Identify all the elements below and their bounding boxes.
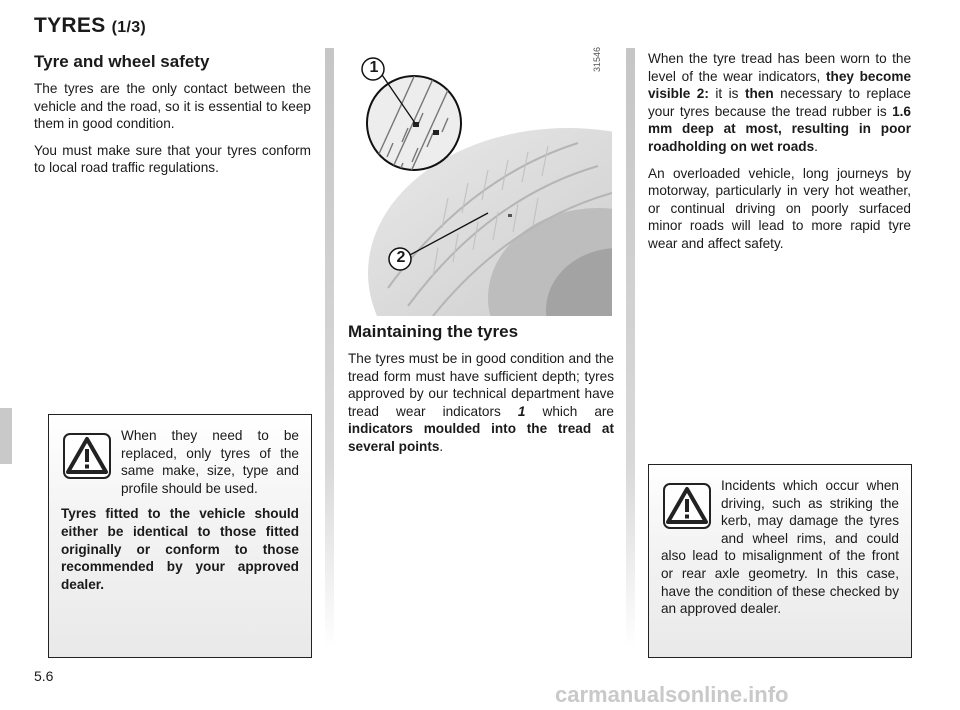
chapter-tab [0, 408, 12, 464]
right-p1-a: When the tyre tread has been worn to the level of the wear indicators, [648, 51, 911, 84]
right-paragraph-1 [648, 50, 911, 156]
right-p1-b3: 1.6 mm deep at most, resulting in poor roadholding on wet roads [648, 103, 911, 154]
right-p1-c: it is [708, 86, 745, 102]
warning-right-text-1: Incidents which occur when driving, such as striking the kerb, may damage the tyres and wheel rims, and could also lead to misalignment of the front or rear axle geometry. In this case, have the condition of these checked by an approved dealer. [661, 478, 899, 617]
warning-left-text-2: Tyres fitted to the vehicle should either be identical to those fitted originally or conform to those recommended by your approved dealer. [61, 506, 299, 592]
warning-box-left [48, 414, 312, 658]
page-title [34, 14, 146, 38]
page-title-part: (1/3) [111, 19, 147, 36]
warning-left-text-1: When they need to be replaced, only tyres of the same make, size, type and profile should be used. [121, 428, 299, 496]
right-body [648, 50, 911, 253]
warning-box-right [648, 464, 912, 658]
right-column [648, 50, 911, 262]
middle-p1-a: The tyres must be in good condition and the tread form must have sufficient depth; tyres approved by our technical department have tread wear indicators [348, 351, 614, 419]
middle-p1-b: which are [525, 403, 614, 419]
right-p1-end: . [814, 138, 818, 154]
column-divider-right [626, 48, 635, 648]
warning-triangle-icon [663, 483, 711, 529]
middle-p1-end: . [439, 438, 444, 454]
right-p1-b2: then [744, 86, 774, 102]
column-divider-left [325, 48, 334, 648]
watermark: carmanualsonline.info [555, 682, 789, 707]
middle-p1-bold: indicators moulded into the tread at several points [348, 421, 614, 454]
right-paragraph-2: An overloaded vehicle, long journeys by motorway, particularly in very hot weather, or continual driving on poorly surfaced minor roads will lead to more rapid tyre wear and affect safety. [648, 165, 911, 251]
callout-1: 1 [369, 59, 379, 76]
middle-body [348, 350, 614, 456]
page-number: 5.6 [34, 668, 54, 684]
left-paragraph-1: The tyres are the only contact between the vehicle and the road, so it is essential to keep them in good condition. [34, 81, 311, 132]
warning-triangle-icon [63, 433, 111, 479]
middle-paragraph-1 [348, 350, 614, 456]
section-heading-tyre-safety: Tyre and wheel safety [34, 52, 210, 71]
callout-2: 2 [396, 249, 406, 266]
left-body [34, 80, 311, 177]
page-title-text: TYRES [34, 14, 106, 37]
middle-column [348, 322, 614, 465]
right-p1-d: necessary to replace your tyres because the tread rubber is [648, 86, 911, 119]
left-paragraph-2: You must make sure that your tyres conform to local road traffic regulations. [34, 142, 311, 176]
section-heading-maintaining: Maintaining the tyres [348, 322, 519, 341]
middle-p1-num: 1 [517, 403, 526, 419]
right-p1-b1: they become visible 2: [648, 68, 912, 102]
left-column [34, 52, 311, 186]
tyre-illustration [348, 48, 612, 316]
figure-code: 31546 [592, 46, 602, 72]
